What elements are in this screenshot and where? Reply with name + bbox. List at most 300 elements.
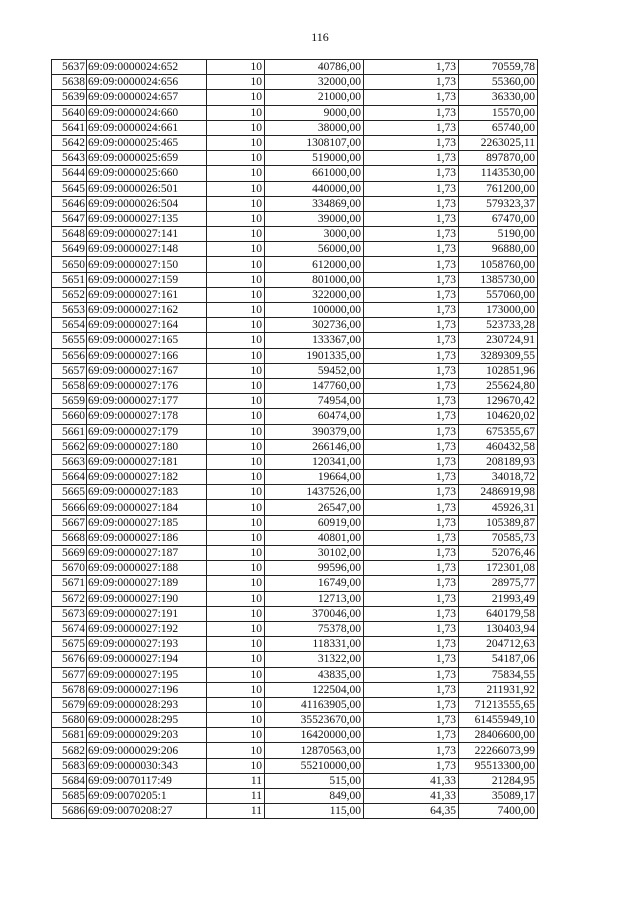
cadastral-number-cell: 69:09:0000027:186 bbox=[87, 530, 207, 545]
cadastral-value-cell: 96880,00 bbox=[459, 242, 538, 257]
area-cell: 39000,00 bbox=[265, 211, 364, 226]
category-code-cell: 10 bbox=[207, 181, 265, 196]
cadastral-number-cell: 69:09:0000025:465 bbox=[87, 135, 207, 150]
area-cell: 60474,00 bbox=[265, 409, 364, 424]
category-code-cell: 11 bbox=[207, 789, 265, 804]
cadastral-value-cell: 230724,91 bbox=[459, 333, 538, 348]
area-cell: 9000,00 bbox=[265, 105, 364, 120]
rate-cell: 1,73 bbox=[364, 211, 459, 226]
area-cell: 1308107,00 bbox=[265, 135, 364, 150]
rate-cell: 1,73 bbox=[364, 743, 459, 758]
table-row bbox=[52, 454, 538, 469]
rate-cell: 1,73 bbox=[364, 409, 459, 424]
table-row bbox=[52, 120, 538, 135]
rate-cell: 1,73 bbox=[364, 515, 459, 530]
cadastral-number-cell: 69:09:0000027:185 bbox=[87, 515, 207, 530]
area-cell: 266146,00 bbox=[265, 439, 364, 454]
area-cell: 74954,00 bbox=[265, 394, 364, 409]
area-cell: 661000,00 bbox=[265, 166, 364, 181]
cadastral-value-cell: 28406600,00 bbox=[459, 728, 538, 743]
row-number-cell: 5650 bbox=[52, 257, 87, 272]
table-row bbox=[52, 500, 538, 515]
category-code-cell: 11 bbox=[207, 804, 265, 819]
row-number-cell: 5685 bbox=[52, 789, 87, 804]
table-body bbox=[52, 60, 538, 819]
table-row bbox=[52, 439, 538, 454]
cadastral-number-cell: 69:09:0000027:166 bbox=[87, 348, 207, 363]
area-cell: 801000,00 bbox=[265, 272, 364, 287]
cadastral-value-cell: 21993,49 bbox=[459, 591, 538, 606]
rate-cell: 1,73 bbox=[364, 576, 459, 591]
cadastral-value-cell: 75834,55 bbox=[459, 667, 538, 682]
table-row bbox=[52, 318, 538, 333]
cadastral-number-cell: 69:09:0000027:148 bbox=[87, 242, 207, 257]
table-row bbox=[52, 773, 538, 788]
cadastral-number-cell: 69:09:0000027:150 bbox=[87, 257, 207, 272]
cadastral-number-cell: 69:09:0000024:656 bbox=[87, 75, 207, 90]
cadastral-value-cell: 173000,00 bbox=[459, 303, 538, 318]
category-code-cell: 10 bbox=[207, 606, 265, 621]
cadastral-value-cell: 557060,00 bbox=[459, 287, 538, 302]
cadastral-number-cell: 69:09:0000027:193 bbox=[87, 637, 207, 652]
cadastral-number-cell: 69:09:0000027:162 bbox=[87, 303, 207, 318]
page-number: 116 bbox=[311, 30, 329, 44]
category-code-cell: 10 bbox=[207, 60, 265, 75]
rate-cell: 1,73 bbox=[364, 227, 459, 242]
row-number-cell: 5677 bbox=[52, 667, 87, 682]
rate-cell: 1,73 bbox=[364, 500, 459, 515]
table-row bbox=[52, 333, 538, 348]
area-cell: 60919,00 bbox=[265, 515, 364, 530]
category-code-cell: 10 bbox=[207, 120, 265, 135]
category-code-cell: 10 bbox=[207, 637, 265, 652]
table-row bbox=[52, 287, 538, 302]
rate-cell: 1,73 bbox=[364, 348, 459, 363]
rate-cell: 1,73 bbox=[364, 713, 459, 728]
cadastral-value-cell: 897870,00 bbox=[459, 151, 538, 166]
area-cell: 43835,00 bbox=[265, 667, 364, 682]
table-row bbox=[52, 697, 538, 712]
area-cell: 38000,00 bbox=[265, 120, 364, 135]
table-row bbox=[52, 211, 538, 226]
category-code-cell: 10 bbox=[207, 470, 265, 485]
row-number-cell: 5676 bbox=[52, 652, 87, 667]
table-row bbox=[52, 621, 538, 636]
rate-cell: 1,73 bbox=[364, 303, 459, 318]
cadastral-value-cell: 3289309,55 bbox=[459, 348, 538, 363]
area-cell: 16420000,00 bbox=[265, 728, 364, 743]
rate-cell: 1,73 bbox=[364, 637, 459, 652]
cadastral-value-cell: 761200,00 bbox=[459, 181, 538, 196]
row-number-cell: 5652 bbox=[52, 287, 87, 302]
row-number-cell: 5686 bbox=[52, 804, 87, 819]
table-row bbox=[52, 348, 538, 363]
rate-cell: 41,33 bbox=[364, 789, 459, 804]
cadastral-value-cell: 45926,31 bbox=[459, 500, 538, 515]
row-number-cell: 5640 bbox=[52, 105, 87, 120]
area-cell: 35523670,00 bbox=[265, 713, 364, 728]
table-row bbox=[52, 105, 538, 120]
rate-cell: 1,73 bbox=[364, 166, 459, 181]
category-code-cell: 10 bbox=[207, 561, 265, 576]
category-code-cell: 10 bbox=[207, 409, 265, 424]
cadastral-value-cell: 67470,00 bbox=[459, 211, 538, 226]
area-cell: 31322,00 bbox=[265, 652, 364, 667]
row-number-cell: 5682 bbox=[52, 743, 87, 758]
area-cell: 322000,00 bbox=[265, 287, 364, 302]
cadastral-number-cell: 69:09:0000027:135 bbox=[87, 211, 207, 226]
rate-cell: 1,73 bbox=[364, 75, 459, 90]
cadastral-number-cell: 69:09:0000028:295 bbox=[87, 713, 207, 728]
row-number-cell: 5671 bbox=[52, 576, 87, 591]
table-row bbox=[52, 758, 538, 773]
table-row bbox=[52, 789, 538, 804]
area-cell: 390379,00 bbox=[265, 424, 364, 439]
row-number-cell: 5656 bbox=[52, 348, 87, 363]
table-row bbox=[52, 470, 538, 485]
rate-cell: 1,73 bbox=[364, 470, 459, 485]
table-row bbox=[52, 652, 538, 667]
rate-cell: 1,73 bbox=[364, 728, 459, 743]
area-cell: 133367,00 bbox=[265, 333, 364, 348]
cadastral-number-cell: 69:09:0000027:184 bbox=[87, 500, 207, 515]
table-row bbox=[52, 135, 538, 150]
cadastral-value-cell: 15570,00 bbox=[459, 105, 538, 120]
rate-cell: 1,73 bbox=[364, 758, 459, 773]
table-row bbox=[52, 227, 538, 242]
rate-cell: 1,73 bbox=[364, 682, 459, 697]
cadastral-value-cell: 172301,08 bbox=[459, 561, 538, 576]
cadastral-number-cell: 69:09:0000027:161 bbox=[87, 287, 207, 302]
cadastral-number-cell: 69:09:0000027:177 bbox=[87, 394, 207, 409]
cadastral-value-cell: 70559,78 bbox=[459, 60, 538, 75]
cadastral-value-cell: 255624,80 bbox=[459, 378, 538, 393]
cadastral-value-cell: 1385730,00 bbox=[459, 272, 538, 287]
cadastral-value-cell: 1058760,00 bbox=[459, 257, 538, 272]
rate-cell: 1,73 bbox=[364, 667, 459, 682]
cadastral-value-cell: 34018,72 bbox=[459, 470, 538, 485]
area-cell: 40786,00 bbox=[265, 60, 364, 75]
cadastral-value-cell: 1143530,00 bbox=[459, 166, 538, 181]
area-cell: 56000,00 bbox=[265, 242, 364, 257]
category-code-cell: 10 bbox=[207, 500, 265, 515]
category-code-cell: 10 bbox=[207, 303, 265, 318]
category-code-cell: 10 bbox=[207, 90, 265, 105]
row-number-cell: 5679 bbox=[52, 697, 87, 712]
table-row bbox=[52, 90, 538, 105]
rate-cell: 1,73 bbox=[364, 424, 459, 439]
row-number-cell: 5675 bbox=[52, 637, 87, 652]
category-code-cell: 10 bbox=[207, 242, 265, 257]
cadastral-number-cell: 69:09:0000027:180 bbox=[87, 439, 207, 454]
cadastral-number-cell: 69:09:0000027:176 bbox=[87, 378, 207, 393]
row-number-cell: 5641 bbox=[52, 120, 87, 135]
rate-cell: 1,73 bbox=[364, 181, 459, 196]
row-number-cell: 5644 bbox=[52, 166, 87, 181]
cadastral-value-cell: 36330,00 bbox=[459, 90, 538, 105]
category-code-cell: 10 bbox=[207, 713, 265, 728]
table-row bbox=[52, 561, 538, 576]
category-code-cell: 10 bbox=[207, 424, 265, 439]
area-cell: 515,00 bbox=[265, 773, 364, 788]
area-cell: 100000,00 bbox=[265, 303, 364, 318]
row-number-cell: 5678 bbox=[52, 682, 87, 697]
table-row bbox=[52, 591, 538, 606]
row-number-cell: 5658 bbox=[52, 378, 87, 393]
area-cell: 21000,00 bbox=[265, 90, 364, 105]
cadastral-number-cell: 69:09:0000027:141 bbox=[87, 227, 207, 242]
category-code-cell: 10 bbox=[207, 211, 265, 226]
table-row bbox=[52, 394, 538, 409]
area-cell: 75378,00 bbox=[265, 621, 364, 636]
area-cell: 19664,00 bbox=[265, 470, 364, 485]
area-cell: 3000,00 bbox=[265, 227, 364, 242]
cadastral-number-cell: 69:09:0000030:343 bbox=[87, 758, 207, 773]
cadastral-number-cell: 69:09:0000027:191 bbox=[87, 606, 207, 621]
table-row bbox=[52, 257, 538, 272]
area-cell: 440000,00 bbox=[265, 181, 364, 196]
row-number-cell: 5655 bbox=[52, 333, 87, 348]
cadastral-value-cell: 5190,00 bbox=[459, 227, 538, 242]
cadastral-number-cell: 69:09:0000028:293 bbox=[87, 697, 207, 712]
area-cell: 30102,00 bbox=[265, 546, 364, 561]
cadastral-value-cell: 105389,87 bbox=[459, 515, 538, 530]
area-cell: 120341,00 bbox=[265, 454, 364, 469]
rate-cell: 1,73 bbox=[364, 287, 459, 302]
area-cell: 32000,00 bbox=[265, 75, 364, 90]
area-cell: 12870563,00 bbox=[265, 743, 364, 758]
rate-cell: 1,73 bbox=[364, 591, 459, 606]
cadastral-value-cell: 204712,63 bbox=[459, 637, 538, 652]
category-code-cell: 10 bbox=[207, 196, 265, 211]
table-row bbox=[52, 667, 538, 682]
area-cell: 12713,00 bbox=[265, 591, 364, 606]
cadastral-number-cell: 69:09:0000027:192 bbox=[87, 621, 207, 636]
cadastral-number-cell: 69:09:0000027:179 bbox=[87, 424, 207, 439]
category-code-cell: 10 bbox=[207, 743, 265, 758]
row-number-cell: 5647 bbox=[52, 211, 87, 226]
cadastral-number-cell: 69:09:0000027:178 bbox=[87, 409, 207, 424]
cadastral-number-cell: 69:09:0000027:182 bbox=[87, 470, 207, 485]
category-code-cell: 10 bbox=[207, 682, 265, 697]
rate-cell: 1,73 bbox=[364, 454, 459, 469]
cadastral-value-cell: 70585,73 bbox=[459, 530, 538, 545]
rate-cell: 1,73 bbox=[364, 120, 459, 135]
table-row bbox=[52, 530, 538, 545]
rate-cell: 1,73 bbox=[364, 196, 459, 211]
rate-cell: 1,73 bbox=[364, 439, 459, 454]
table-row bbox=[52, 75, 538, 90]
area-cell: 849,00 bbox=[265, 789, 364, 804]
table-row bbox=[52, 637, 538, 652]
category-code-cell: 10 bbox=[207, 75, 265, 90]
table-row bbox=[52, 424, 538, 439]
cadastral-number-cell: 69:09:0000027:189 bbox=[87, 576, 207, 591]
row-number-cell: 5646 bbox=[52, 196, 87, 211]
cadastral-number-cell: 69:09:0000025:659 bbox=[87, 151, 207, 166]
cadastral-value-cell: 61455949,10 bbox=[459, 713, 538, 728]
cadastral-number-cell: 69:09:0000027:165 bbox=[87, 333, 207, 348]
row-number-cell: 5653 bbox=[52, 303, 87, 318]
cadastral-number-cell: 69:09:0000024:657 bbox=[87, 90, 207, 105]
rate-cell: 1,73 bbox=[364, 242, 459, 257]
rate-cell: 1,73 bbox=[364, 561, 459, 576]
category-code-cell: 10 bbox=[207, 697, 265, 712]
cadastral-value-cell: 104620,02 bbox=[459, 409, 538, 424]
cadastral-value-cell: 208189,93 bbox=[459, 454, 538, 469]
cadastral-number-cell: 69:09:0000029:203 bbox=[87, 728, 207, 743]
cadastral-number-cell: 69:09:0000027:196 bbox=[87, 682, 207, 697]
row-number-cell: 5639 bbox=[52, 90, 87, 105]
table-row bbox=[52, 515, 538, 530]
rate-cell: 1,73 bbox=[364, 546, 459, 561]
row-number-cell: 5668 bbox=[52, 530, 87, 545]
table-row bbox=[52, 576, 538, 591]
row-number-cell: 5648 bbox=[52, 227, 87, 242]
cadastral-value-cell: 65740,00 bbox=[459, 120, 538, 135]
cadastral-value-cell: 54187,06 bbox=[459, 652, 538, 667]
area-cell: 519000,00 bbox=[265, 151, 364, 166]
rate-cell: 1,73 bbox=[364, 60, 459, 75]
row-number-cell: 5684 bbox=[52, 773, 87, 788]
rate-cell: 1,73 bbox=[364, 697, 459, 712]
cadastral-number-cell: 69:09:0000026:504 bbox=[87, 196, 207, 211]
area-cell: 1437526,00 bbox=[265, 485, 364, 500]
rate-cell: 41,33 bbox=[364, 773, 459, 788]
category-code-cell: 10 bbox=[207, 257, 265, 272]
cadastral-value-cell: 35089,17 bbox=[459, 789, 538, 804]
row-number-cell: 5667 bbox=[52, 515, 87, 530]
cadastral-number-cell: 69:09:0000027:187 bbox=[87, 546, 207, 561]
table-row bbox=[52, 378, 538, 393]
cadastral-value-table bbox=[51, 59, 538, 819]
row-number-cell: 5680 bbox=[52, 713, 87, 728]
cadastral-number-cell: 69:09:0070117:49 bbox=[87, 773, 207, 788]
row-number-cell: 5642 bbox=[52, 135, 87, 150]
category-code-cell: 10 bbox=[207, 166, 265, 181]
cadastral-value-cell: 7400,00 bbox=[459, 804, 538, 819]
row-number-cell: 5672 bbox=[52, 591, 87, 606]
row-number-cell: 5645 bbox=[52, 181, 87, 196]
area-cell: 370046,00 bbox=[265, 606, 364, 621]
table-row bbox=[52, 272, 538, 287]
category-code-cell: 10 bbox=[207, 439, 265, 454]
category-code-cell: 10 bbox=[207, 105, 265, 120]
area-cell: 99596,00 bbox=[265, 561, 364, 576]
cadastral-value-cell: 523733,28 bbox=[459, 318, 538, 333]
cadastral-number-cell: 69:09:0000026:501 bbox=[87, 181, 207, 196]
cadastral-number-cell: 69:09:0000027:190 bbox=[87, 591, 207, 606]
cadastral-number-cell: 69:09:0070208:27 bbox=[87, 804, 207, 819]
row-number-cell: 5651 bbox=[52, 272, 87, 287]
cadastral-value-cell: 640179,58 bbox=[459, 606, 538, 621]
cadastral-number-cell: 69:09:0000027:164 bbox=[87, 318, 207, 333]
rate-cell: 1,73 bbox=[364, 333, 459, 348]
cadastral-value-cell: 21284,95 bbox=[459, 773, 538, 788]
rate-cell: 1,73 bbox=[364, 90, 459, 105]
row-number-cell: 5664 bbox=[52, 470, 87, 485]
cadastral-number-cell: 69:09:0000027:181 bbox=[87, 454, 207, 469]
table-row bbox=[52, 743, 538, 758]
rate-cell: 1,73 bbox=[364, 272, 459, 287]
category-code-cell: 10 bbox=[207, 591, 265, 606]
rate-cell: 64,35 bbox=[364, 804, 459, 819]
rate-cell: 1,73 bbox=[364, 151, 459, 166]
area-cell: 40801,00 bbox=[265, 530, 364, 545]
cadastral-number-cell: 69:09:0000027:194 bbox=[87, 652, 207, 667]
category-code-cell: 10 bbox=[207, 363, 265, 378]
area-cell: 122504,00 bbox=[265, 682, 364, 697]
row-number-cell: 5663 bbox=[52, 454, 87, 469]
cadastral-value-cell: 55360,00 bbox=[459, 75, 538, 90]
cadastral-value-cell: 102851,96 bbox=[459, 363, 538, 378]
category-code-cell: 10 bbox=[207, 546, 265, 561]
cadastral-number-cell: 69:09:0000027:183 bbox=[87, 485, 207, 500]
row-number-cell: 5683 bbox=[52, 758, 87, 773]
cadastral-number-cell: 69:09:0000024:660 bbox=[87, 105, 207, 120]
cadastral-number-cell: 69:09:0000029:206 bbox=[87, 743, 207, 758]
table-row bbox=[52, 606, 538, 621]
area-cell: 26547,00 bbox=[265, 500, 364, 515]
row-number-cell: 5643 bbox=[52, 151, 87, 166]
category-code-cell: 10 bbox=[207, 576, 265, 591]
rate-cell: 1,73 bbox=[364, 652, 459, 667]
cadastral-value-cell: 460432,58 bbox=[459, 439, 538, 454]
row-number-cell: 5666 bbox=[52, 500, 87, 515]
category-code-cell: 10 bbox=[207, 333, 265, 348]
rate-cell: 1,73 bbox=[364, 257, 459, 272]
category-code-cell: 10 bbox=[207, 652, 265, 667]
row-number-cell: 5638 bbox=[52, 75, 87, 90]
table-row bbox=[52, 181, 538, 196]
category-code-cell: 10 bbox=[207, 485, 265, 500]
area-cell: 334869,00 bbox=[265, 196, 364, 211]
rate-cell: 1,73 bbox=[364, 318, 459, 333]
category-code-cell: 10 bbox=[207, 667, 265, 682]
row-number-cell: 5670 bbox=[52, 561, 87, 576]
category-code-cell: 10 bbox=[207, 287, 265, 302]
category-code-cell: 10 bbox=[207, 227, 265, 242]
cadastral-value-cell: 211931,92 bbox=[459, 682, 538, 697]
cadastral-value-cell: 675355,67 bbox=[459, 424, 538, 439]
rate-cell: 1,73 bbox=[364, 363, 459, 378]
cadastral-value-cell: 2263025,11 bbox=[459, 135, 538, 150]
rate-cell: 1,73 bbox=[364, 485, 459, 500]
table-row bbox=[52, 485, 538, 500]
area-cell: 1901335,00 bbox=[265, 348, 364, 363]
table-row bbox=[52, 151, 538, 166]
area-cell: 302736,00 bbox=[265, 318, 364, 333]
row-number-cell: 5661 bbox=[52, 424, 87, 439]
table-row bbox=[52, 713, 538, 728]
category-code-cell: 10 bbox=[207, 530, 265, 545]
row-number-cell: 5637 bbox=[52, 60, 87, 75]
row-number-cell: 5681 bbox=[52, 728, 87, 743]
cadastral-number-cell: 69:09:0000027:167 bbox=[87, 363, 207, 378]
cadastral-number-cell: 69:09:0000027:188 bbox=[87, 561, 207, 576]
category-code-cell: 10 bbox=[207, 348, 265, 363]
row-number-cell: 5674 bbox=[52, 621, 87, 636]
table-row bbox=[52, 409, 538, 424]
area-cell: 115,00 bbox=[265, 804, 364, 819]
table-row bbox=[52, 242, 538, 257]
category-code-cell: 10 bbox=[207, 378, 265, 393]
table-row bbox=[52, 166, 538, 181]
row-number-cell: 5673 bbox=[52, 606, 87, 621]
category-code-cell: 10 bbox=[207, 728, 265, 743]
category-code-cell: 10 bbox=[207, 272, 265, 287]
table-row bbox=[52, 60, 538, 75]
